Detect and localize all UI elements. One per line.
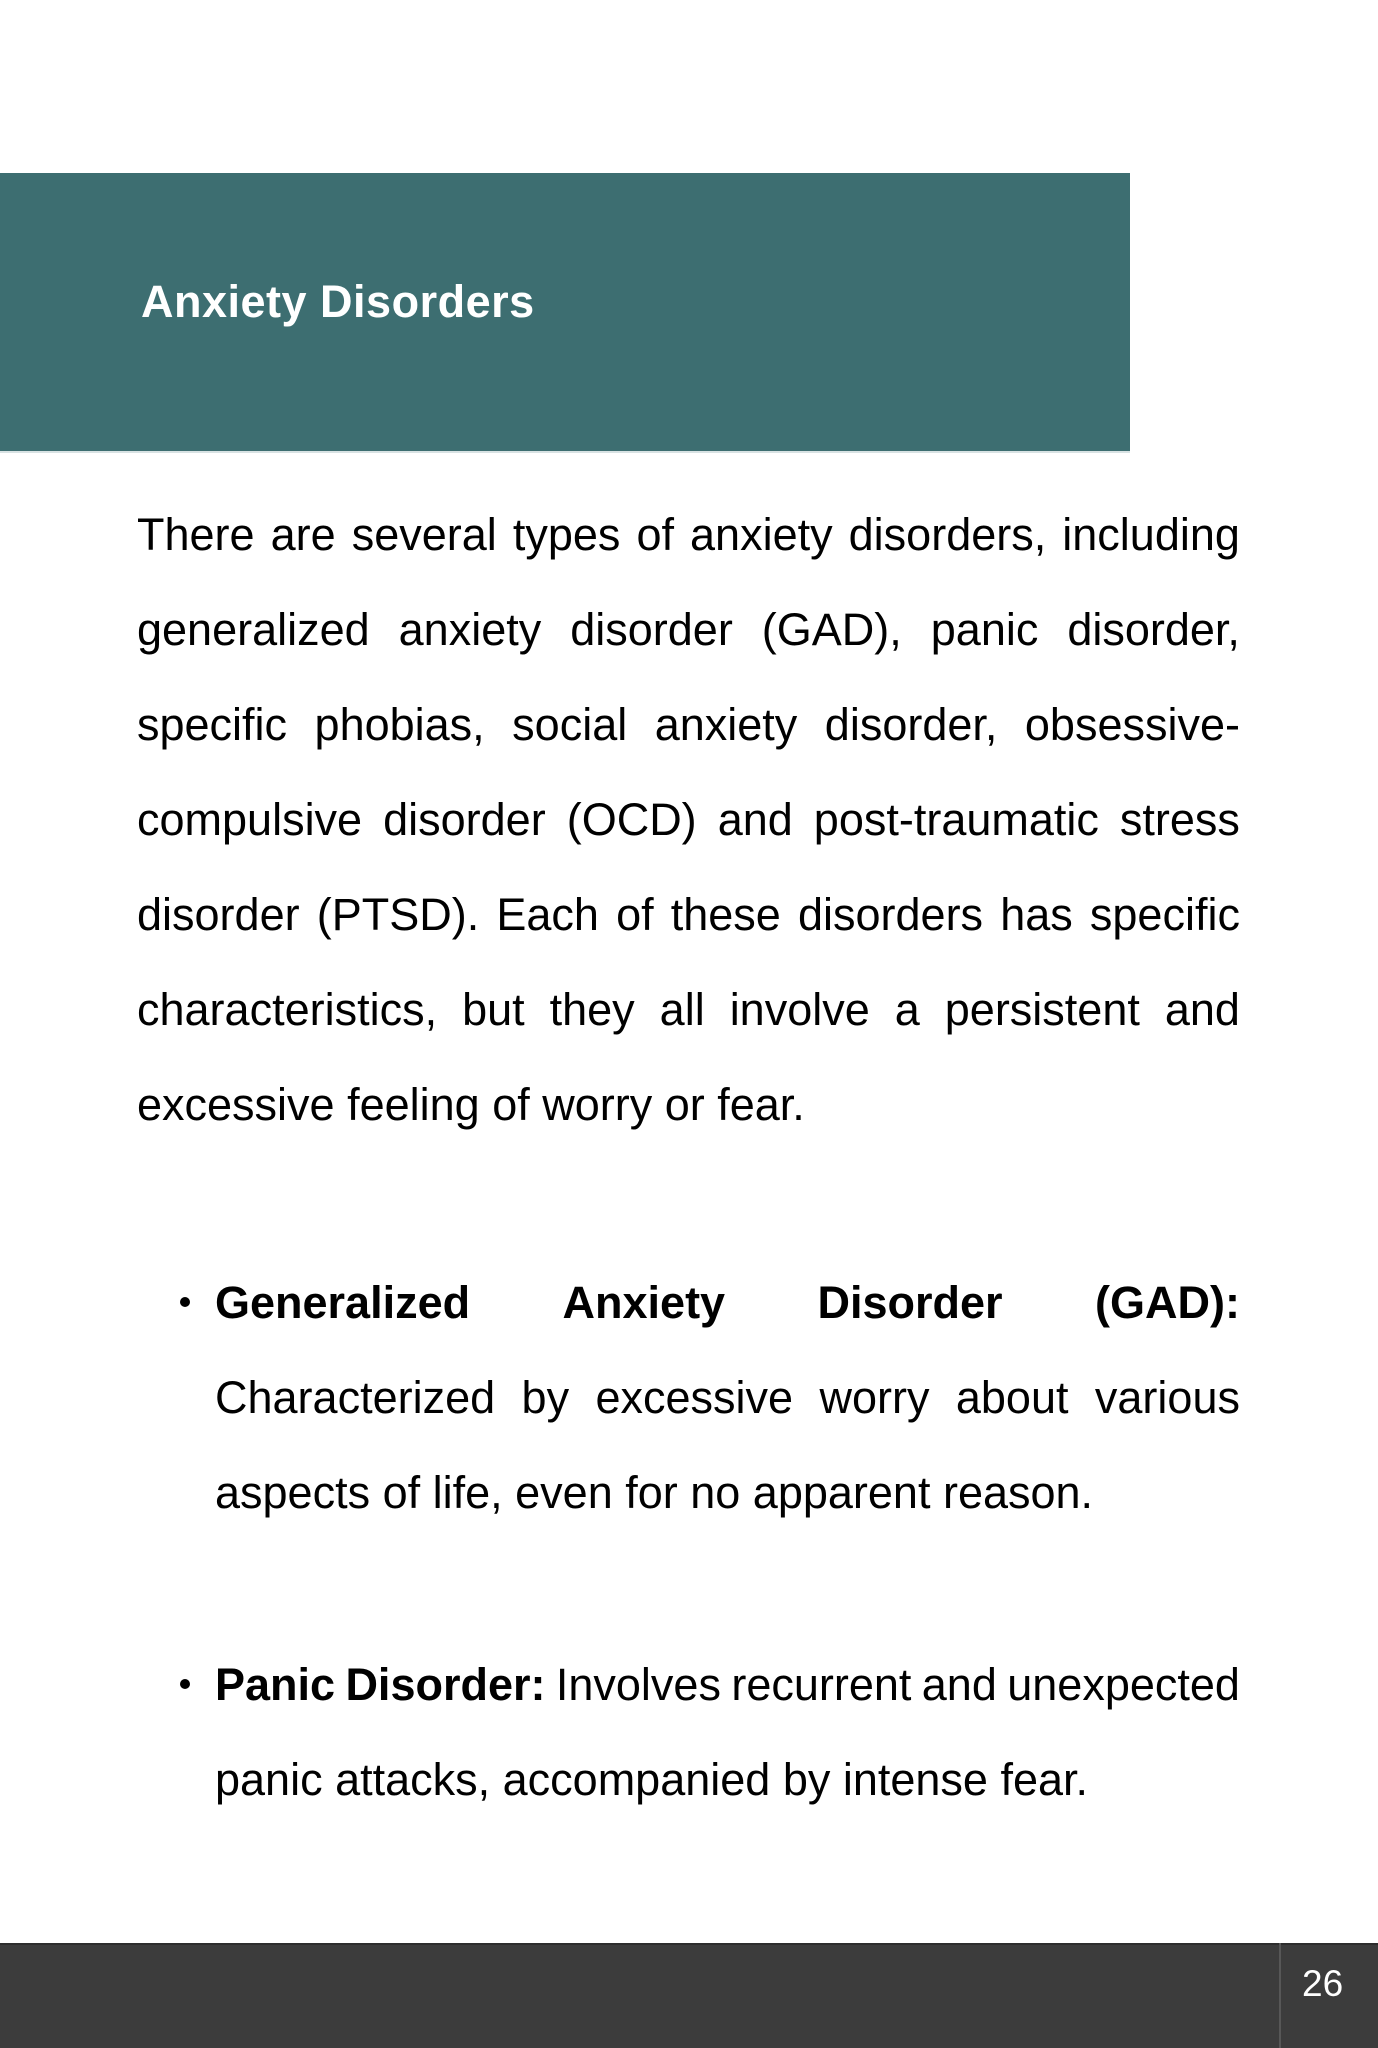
word: Disorder:	[345, 1659, 546, 1710]
word: Each	[496, 889, 599, 940]
word: all	[659, 984, 705, 1035]
text-line	[137, 1057, 1240, 1152]
word: worry	[819, 1372, 930, 1423]
word: disorder,	[824, 699, 998, 750]
word: disorder,	[1067, 604, 1240, 655]
text-line	[215, 1637, 1240, 1732]
word: unexpected	[1007, 1659, 1240, 1710]
word: disorders	[797, 889, 984, 940]
word: various	[1094, 1372, 1240, 1423]
word: disorders,	[848, 509, 1047, 560]
word: (GAD),	[761, 604, 902, 655]
text-line	[137, 677, 1240, 772]
text-line	[215, 1445, 1240, 1540]
word: disorder	[570, 604, 733, 655]
bullet-icon	[180, 1679, 190, 1689]
text-segment: panic attacks, accompanied by intense fear.	[215, 1754, 1089, 1805]
word: characteristics,	[137, 984, 438, 1035]
word: Disorder	[817, 1277, 1003, 1328]
word: Anxiety	[562, 1277, 726, 1328]
word: generalized	[137, 604, 370, 655]
intro-paragraph	[137, 487, 1240, 1152]
text-line	[215, 1350, 1240, 1445]
word: several	[351, 509, 497, 560]
word: types	[512, 509, 621, 560]
text-line	[215, 1732, 1240, 1827]
word: has	[1000, 889, 1073, 940]
word: disorder	[383, 794, 546, 845]
word: panic	[930, 604, 1039, 655]
footer-bar	[0, 1943, 1378, 2048]
word: by	[521, 1372, 570, 1423]
text-line	[137, 772, 1240, 867]
text-line	[137, 487, 1240, 582]
bullet-item-2	[215, 1637, 1240, 1827]
bullet-icon	[180, 1297, 190, 1307]
word: obsessive-	[1024, 699, 1240, 750]
page-number: 26	[1302, 1963, 1344, 2004]
word: anxiety	[690, 509, 833, 560]
word: and	[1164, 984, 1240, 1035]
word: are	[270, 509, 336, 560]
word: Characterized	[215, 1372, 496, 1423]
footer-divider	[1279, 1943, 1281, 2048]
word: involve	[729, 984, 870, 1035]
word: recurrent	[731, 1659, 912, 1710]
word: phobias,	[314, 699, 485, 750]
word: and	[717, 794, 793, 845]
text-line	[137, 582, 1240, 677]
word: excessive	[595, 1372, 794, 1423]
word: Generalized	[215, 1277, 471, 1328]
word: (GAD):	[1095, 1277, 1240, 1328]
word: (PTSD).	[316, 889, 480, 940]
word: specific	[137, 699, 288, 750]
word: including	[1062, 509, 1240, 560]
text-segment: aspects of life, even for no apparent reason.	[215, 1467, 1094, 1518]
word: There	[137, 509, 255, 560]
word: Involves	[555, 1659, 721, 1710]
word: and	[921, 1659, 997, 1710]
word: a	[894, 984, 920, 1035]
word: but	[462, 984, 525, 1035]
word: of	[616, 889, 654, 940]
word: anxiety	[398, 604, 542, 655]
word: about	[955, 1372, 1069, 1423]
word: persistent	[944, 984, 1140, 1035]
word: Panic	[215, 1659, 336, 1710]
word: social	[512, 699, 628, 750]
word: compulsive	[137, 794, 363, 845]
text-line	[137, 867, 1240, 962]
word: disorder	[137, 889, 300, 940]
word: of	[636, 509, 674, 560]
word: stress	[1119, 794, 1240, 845]
text-line	[215, 1255, 1240, 1350]
page-title: Anxiety Disorders	[141, 276, 535, 327]
word: they	[549, 984, 635, 1035]
word: specific	[1089, 889, 1240, 940]
text-segment: excessive feeling of worry or fear.	[137, 1079, 805, 1130]
word: post-traumatic	[813, 794, 1099, 845]
word: these	[670, 889, 781, 940]
text-line	[137, 962, 1240, 1057]
word: anxiety	[654, 699, 798, 750]
word: (OCD)	[566, 794, 697, 845]
title-band	[0, 173, 1130, 451]
bullet-item-1	[215, 1255, 1240, 1540]
